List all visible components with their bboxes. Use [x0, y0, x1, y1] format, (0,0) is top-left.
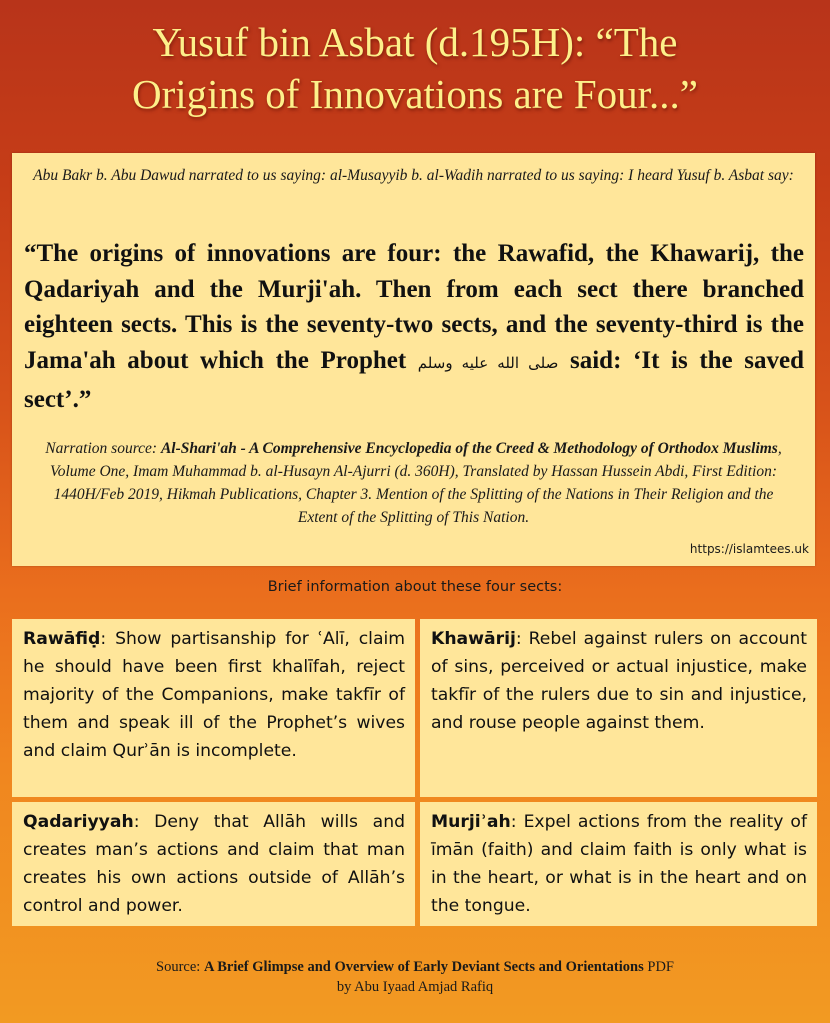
- sect-description: : Show partisanship for ʿAlī, claim he should have been first khalīfah, reject majority of the Companions, make takfīr of them and speak ill of the Prophet’s wives and claim Qurʾān is incomplete.: [23, 629, 405, 761]
- sect-name: Qadariyyah: [23, 812, 134, 832]
- sect-card-qadariyyah: [12, 802, 415, 926]
- footer-suffix: PDF: [643, 959, 674, 975]
- sect-name: Rawāfiḍ: [23, 629, 101, 649]
- sect-card-murjiah: [420, 802, 817, 926]
- narration-source: [36, 437, 791, 529]
- source-label: Narration source:: [45, 440, 161, 457]
- sect-card-rawafid: [12, 619, 415, 797]
- website-link[interactable]: https://islamtees.uk: [689, 542, 809, 556]
- quote-text-1: “The origins of innovations are four: the Rawafid, the Khawarij, the Qadariyah and the Murji'ah. Then from each sect there branched eighteen sects. This is the seventy-two sects, and the seventy-third is the Jama'ah about which the Prophet: [24, 240, 804, 374]
- narration-panel: [12, 153, 815, 566]
- quote-text-2: said: ‘It is the saved sect’.”: [24, 346, 805, 413]
- narration-quote: [24, 236, 804, 418]
- narration-chain: Abu Bakr b. Abu Dawud narrated to us saying: al-Musayyib b. al-Wadih narrated to us saying: I heard Yusuf b. Asbat say:: [33, 167, 794, 184]
- footer-source: [0, 957, 830, 997]
- sect-description: : Rebel against rulers on account of sins, perceived or actual injustice, make takfīr of the rulers due to sin and injustice, and rouse people against them.: [431, 629, 807, 733]
- source-book-title: Al-Shari'ah - A Comprehensive Encyclopedia of the Creed & Methodology of Orthodox Muslims: [160, 440, 778, 457]
- source-details: , Volume One, Imam Muhammad b. al-Husayn Al-Ajurri (d. 360H), Translated by Hassan Hussein Abdi, First Edition: 1440H/Feb 2019, Hikmah Publications, Chapter 3. Mention of the Splitting of the Nations in Their Religion and the Extent of the Splitting of This Nation.: [49, 440, 782, 526]
- title-line-2: Origins of Innovations are Four...”: [132, 71, 698, 117]
- sect-description: : Deny that Allāh wills and creates man’s actions and claim that man creates his own actions outside of Allāh’s control and power.: [23, 812, 405, 916]
- footer-author: by Abu Iyaad Amjad Rafiq: [336, 979, 494, 995]
- footer-label: Source:: [156, 959, 204, 975]
- sect-card-khawarij: [420, 619, 817, 797]
- page-title: [0, 16, 830, 120]
- sect-description: : Expel actions from the reality of īmān (faith) and claim faith is only what is in the heart, or what is in the heart and on the tongue.: [431, 812, 807, 916]
- sect-name: Murjiʾah: [431, 812, 511, 832]
- sect-name: Khawārij: [431, 629, 516, 649]
- title-line-1: Yusuf bin Asbat (d.195H): “The: [152, 19, 678, 65]
- footer-title: A Brief Glimpse and Overview of Early Deviant Sects and Orientations: [203, 959, 644, 975]
- salawat-text: صلى الله عليه وسلم: [417, 355, 559, 372]
- sects-heading: Brief information about these four sects:: [267, 579, 563, 595]
